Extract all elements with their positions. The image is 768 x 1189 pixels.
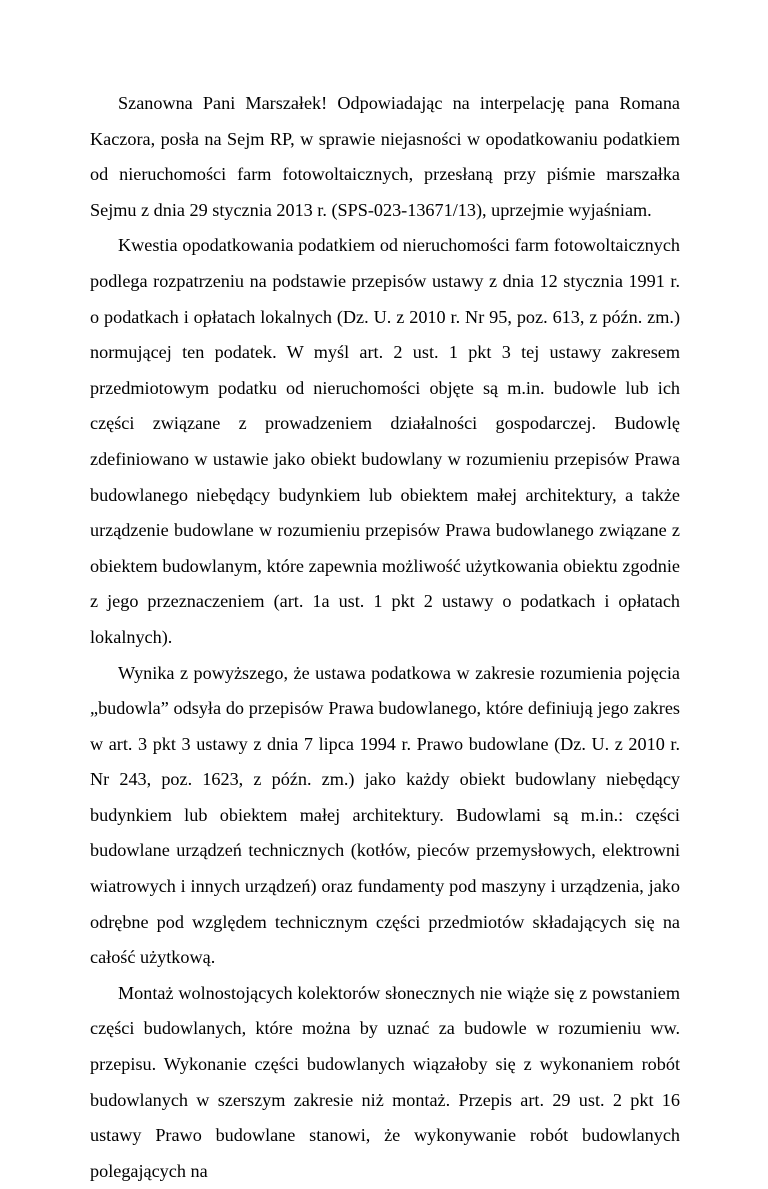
- document-page: [90, 86, 680, 1189]
- paragraph-1: Szanowna Pani Marszałek! Odpowiadając na interpelację pana Romana Kaczora, posła na Sejm RP, w sprawie niejasności w opodatkowaniu podatkiem od nieruchomości farm fotowoltaicznych, przesłaną przy piśmie marszałka Sejmu z dnia 29 stycznia 2013 r. (SPS-023-13671/13), uprzejmie wyjaśniam.: [90, 93, 680, 220]
- paragraph-4: Montaż wolnostojących kolektorów słonecznych nie wiąże się z powstaniem części budowlanych, które można by uznać za budowle w rozumieniu ww. przepisu. Wykonanie części budowlanych wiązałoby się z wykonaniem robót budowlanych w szerszym zakresie niż montaż. Przepis art. 29 ust. 2 pkt 16 ustawy Prawo budowlane stanowi, że wykonywanie robót budowlanych polegających na: [90, 982, 680, 1181]
- paragraph-3: Wynika z powyższego, że ustawa podatkowa w zakresie rozumienia pojęcia „budowla” odsyła do przepisów Prawa budowlanego, które definiują jego zakres w art. 3 pkt 3 ustawy z dnia 7 lipca 1994 r. Prawo budowlane (Dz. U. z 2010 r. Nr 243, poz. 1623, z późn. zm.) jako każdy obiekt budowlany niebędący budynkiem lub obiektem małej architektury. Budowlami są m.in.: części budowlane urządzeń technicznych (kotłów, pieców przemysłowych, elektrowni wiatrowych i innych urządzeń) oraz fundamenty pod maszyny i urządzenia, jako odrębne pod względem technicznym części przedmiotów składających się na całość użytkową.: [90, 662, 680, 968]
- paragraph-2: Kwestia opodatkowania podatkiem od nieruchomości farm fotowoltaicznych podlega rozpatrzeniu na podstawie przepisów ustawy z dnia 12 stycznia 1991 r. o podatkach i opłatach lokalnych (Dz. U. z 2010 r. Nr 95, poz. 613, z późn. zm.) normującej ten podatek. W myśl art. 2 ust. 1 pkt 3 tej ustawy zakresem przedmiotowym podatku od nieruchomości objęte są m.in. budowle lub ich części związane z prowadzeniem działalności gospodarczej. Budowlę zdefiniowano w ustawie jako obiekt budowlany w rozumieniu przepisów Prawa budowlanego niebędący budynkiem lub obiektem małej architektury, a także urządzenie budowlane w rozumieniu przepisów Prawa budowlanego związane z obiektem budowlanym, które zapewnia możliwość użytkowania obiektu zgodnie z jego przeznaczeniem (art. 1a ust. 1 pkt 2 ustawy o podatkach i opłatach lokalnych).: [90, 235, 680, 647]
